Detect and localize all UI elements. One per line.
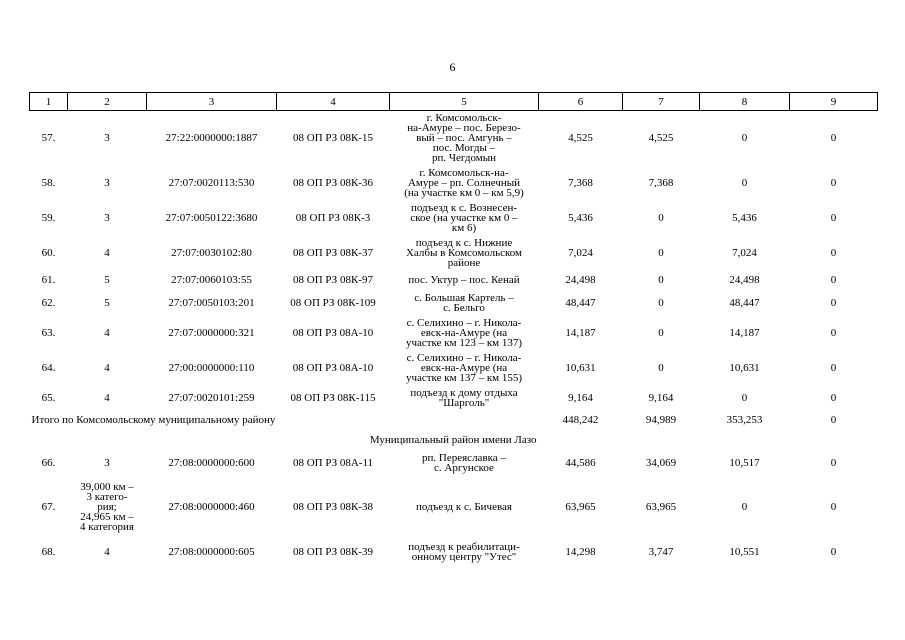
category-cell: 5 [104, 274, 110, 286]
total-value-cell: 94,989 [645, 414, 677, 426]
section-filler [539, 430, 878, 450]
page-number: 6 [449, 60, 456, 74]
header-cell: 3 [147, 93, 277, 111]
section-row [30, 430, 878, 450]
cadastral-number-cell: 27:00:0000000:110 [168, 361, 255, 374]
table-row [30, 111, 878, 166]
length-col8-cell: 10,631 [729, 361, 760, 374]
length-col8-cell: 0 [741, 132, 748, 144]
category-cell: 4 [104, 326, 110, 339]
length-total-cell: 7,024 [568, 246, 593, 259]
row-number-cell: 67. [41, 501, 56, 513]
length-total-cell: 7,368 [568, 176, 593, 189]
row-number-cell: 60. [41, 246, 56, 259]
road-id-cell: 08 ОП РЗ 08К-37 [293, 246, 373, 259]
length-col8-cell: 0 [741, 391, 748, 404]
header-cell: 7 [623, 93, 700, 111]
road-id-cell: 08 ОП РЗ 08А-10 [292, 361, 374, 374]
length-col9-cell: 0 [830, 501, 837, 513]
route-cell: подъезд к реабилитаци- онному центру "Утес" [408, 540, 520, 563]
road-id-cell: 08 ОП РЗ 08К-36 [293, 176, 373, 189]
road-id-cell: 08 ОП РЗ 08К-3 [295, 211, 371, 224]
cadastral-number-cell: 27:22:0000000:1887 [165, 132, 258, 144]
cadastral-number-cell: 27:07:0030102:80 [171, 246, 252, 259]
category-cell: 39,000 км – 3 катего- рия; 24,965 км – 4 категория [80, 481, 134, 533]
length-col7-cell: 63,965 [645, 501, 677, 513]
length-col7-cell: 0 [658, 361, 664, 374]
road-id-cell: 08 ОП РЗ 08К-15 [293, 132, 373, 144]
route-cell: пос. Уктур – пос. Кенай [408, 274, 520, 286]
route-cell: г. Комсомольск-на- Амуре – рп. Солнечный (на участке км 0 – км 5,9) [404, 166, 524, 199]
length-total-cell: 63,965 [565, 501, 596, 513]
table-row [30, 539, 878, 564]
category-cell: 3 [104, 132, 110, 144]
length-total-cell: 24,498 [565, 274, 596, 286]
road-id-cell: 08 ОП РЗ 08К-109 [290, 296, 376, 309]
route-cell: с. Селихино – г. Никола- евск-на-Амуре (на участке км 137 – км 155) [405, 351, 523, 384]
length-col7-cell: 9,164 [648, 391, 674, 404]
row-number-cell: 65. [41, 391, 56, 404]
road-id-cell: 08 ОП РЗ 08А-11 [292, 456, 374, 469]
cadastral-number-cell: 27:07:0060103:55 [171, 274, 252, 286]
table-row [30, 450, 878, 475]
route-cell: г. Комсомольск- на-Амуре – пос. Березо- вый – пос. Амгунь – пос. Могды – рп. Чегдомын [407, 112, 521, 164]
road-id-cell: 08 ОП РЗ 08К-115 [290, 391, 376, 404]
cadastral-number-cell: 27:07:0050122:3680 [165, 211, 258, 224]
length-col8-cell: 10,551 [729, 545, 760, 558]
length-col8-cell: 10,517 [729, 456, 760, 469]
header-cell: 1 [30, 93, 68, 111]
road-id-cell: 08 ОП РЗ 08К-39 [293, 545, 373, 558]
length-col8-cell: 0 [741, 176, 748, 189]
length-total-cell: 48,447 [565, 296, 596, 309]
cadastral-number-cell: 27:08:0000000:460 [168, 501, 255, 513]
category-cell: 3 [104, 176, 110, 189]
length-col7-cell: 0 [658, 211, 664, 224]
road-id-cell: 08 ОП РЗ 08К-97 [293, 274, 373, 286]
length-total-cell: 44,586 [565, 456, 596, 469]
length-col9-cell: 0 [830, 296, 837, 309]
route-cell: рп. Переяславка – с. Аргунское [422, 451, 506, 474]
length-col7-cell: 4,525 [648, 132, 674, 144]
length-total-cell: 10,631 [565, 361, 596, 374]
length-total-cell: 5,436 [568, 211, 593, 224]
table-row [30, 475, 878, 539]
length-total-cell: 14,298 [565, 545, 596, 558]
category-cell: 3 [104, 456, 110, 469]
total-row [30, 410, 878, 430]
road-id-cell: 08 ОП РЗ 08А-10 [292, 326, 374, 339]
table-row [30, 200, 878, 235]
header-cell: 2 [68, 93, 147, 111]
section-title: Муниципальный район имени Лазо [369, 434, 537, 446]
route-cell: подъезд к с. Нижние Халбы в Комсомольском районе [405, 236, 523, 269]
length-col8-cell: 48,447 [729, 296, 760, 309]
header-cell: 4 [277, 93, 390, 111]
category-cell: 4 [104, 246, 110, 259]
length-col9-cell: 0 [830, 391, 837, 404]
length-col9-cell: 0 [830, 176, 837, 189]
length-col8-cell: 7,024 [732, 246, 757, 259]
total-value-cell: 353,253 [726, 414, 763, 426]
length-col9-cell: 0 [830, 456, 837, 469]
total-value-cell: 448,242 [562, 414, 599, 426]
table-body [30, 93, 878, 565]
cadastral-number-cell: 27:07:0000000:321 [168, 326, 255, 339]
length-col7-cell: 0 [658, 246, 664, 259]
header-cell: 8 [700, 93, 790, 111]
length-col8-cell: 14,187 [729, 326, 760, 339]
length-total-cell: 14,187 [565, 326, 596, 339]
row-number-cell: 58. [41, 176, 56, 189]
total-value-cell: 0 [830, 414, 837, 426]
category-cell: 5 [104, 296, 110, 309]
row-number-cell: 59. [41, 211, 56, 224]
length-col7-cell: 0 [658, 274, 664, 286]
length-total-cell: 9,164 [568, 391, 593, 404]
route-cell: с. Селихино – г. Никола- евск-на-Амуре (на участке км 123 – км 137) [405, 316, 523, 349]
table-row [30, 270, 878, 290]
category-cell: 3 [104, 211, 110, 224]
length-col7-cell: 0 [658, 326, 664, 339]
length-col9-cell: 0 [830, 545, 837, 558]
road-register-table [29, 92, 878, 564]
cadastral-number-cell: 27:08:0000000:605 [168, 545, 255, 558]
length-col9-cell: 0 [830, 361, 837, 374]
cadastral-number-cell: 27:07:0020101:259 [168, 391, 255, 404]
header-row [30, 93, 878, 111]
length-col7-cell: 3,747 [648, 545, 674, 558]
length-col7-cell: 34,069 [645, 456, 677, 469]
length-total-cell: 4,525 [568, 132, 593, 144]
total-label: Итого по Комсомольскому муниципальному району [31, 414, 276, 426]
table-row [30, 290, 878, 315]
row-number-cell: 62. [41, 296, 56, 309]
length-col9-cell: 0 [830, 326, 837, 339]
table-row [30, 235, 878, 270]
table-row [30, 350, 878, 385]
row-number-cell: 66. [41, 456, 56, 469]
category-cell: 4 [104, 391, 110, 404]
length-col9-cell: 0 [830, 274, 837, 286]
length-col8-cell: 24,498 [729, 274, 760, 286]
header-cell: 6 [539, 93, 623, 111]
length-col9-cell: 0 [830, 211, 837, 224]
table-row [30, 315, 878, 350]
cadastral-number-cell: 27:08:0000000:600 [168, 456, 255, 469]
row-number-cell: 63. [41, 326, 56, 339]
header-cell: 5 [390, 93, 539, 111]
row-number-cell: 68. [41, 545, 56, 558]
category-cell: 4 [104, 545, 110, 558]
length-col8-cell: 5,436 [732, 211, 757, 224]
route-cell: с. Большая Картель – с. Бельго [414, 291, 514, 314]
cadastral-number-cell: 27:07:0020113:530 [168, 176, 255, 189]
cadastral-number-cell: 27:07:0050103:201 [168, 296, 255, 309]
length-col9-cell: 0 [830, 246, 837, 259]
header-cell: 9 [790, 93, 878, 111]
route-cell: подъезд к с. Бичевая [416, 501, 512, 513]
table-row [30, 165, 878, 200]
row-number-cell: 64. [41, 361, 56, 374]
length-col8-cell: 0 [741, 501, 748, 513]
length-col7-cell: 0 [658, 296, 664, 309]
length-col7-cell: 7,368 [648, 176, 674, 189]
length-col9-cell: 0 [830, 132, 837, 144]
route-cell: подъезд к с. Вознесен- ское (на участке км 0 – км 6) [410, 201, 518, 234]
category-cell: 4 [104, 361, 110, 374]
road-id-cell: 08 ОП РЗ 08К-38 [293, 501, 373, 513]
row-number-cell: 57. [41, 132, 56, 144]
table-row [30, 385, 878, 410]
route-cell: подъезд к дому отдыха "Шарголь" [410, 386, 518, 409]
row-number-cell: 61. [41, 274, 56, 286]
